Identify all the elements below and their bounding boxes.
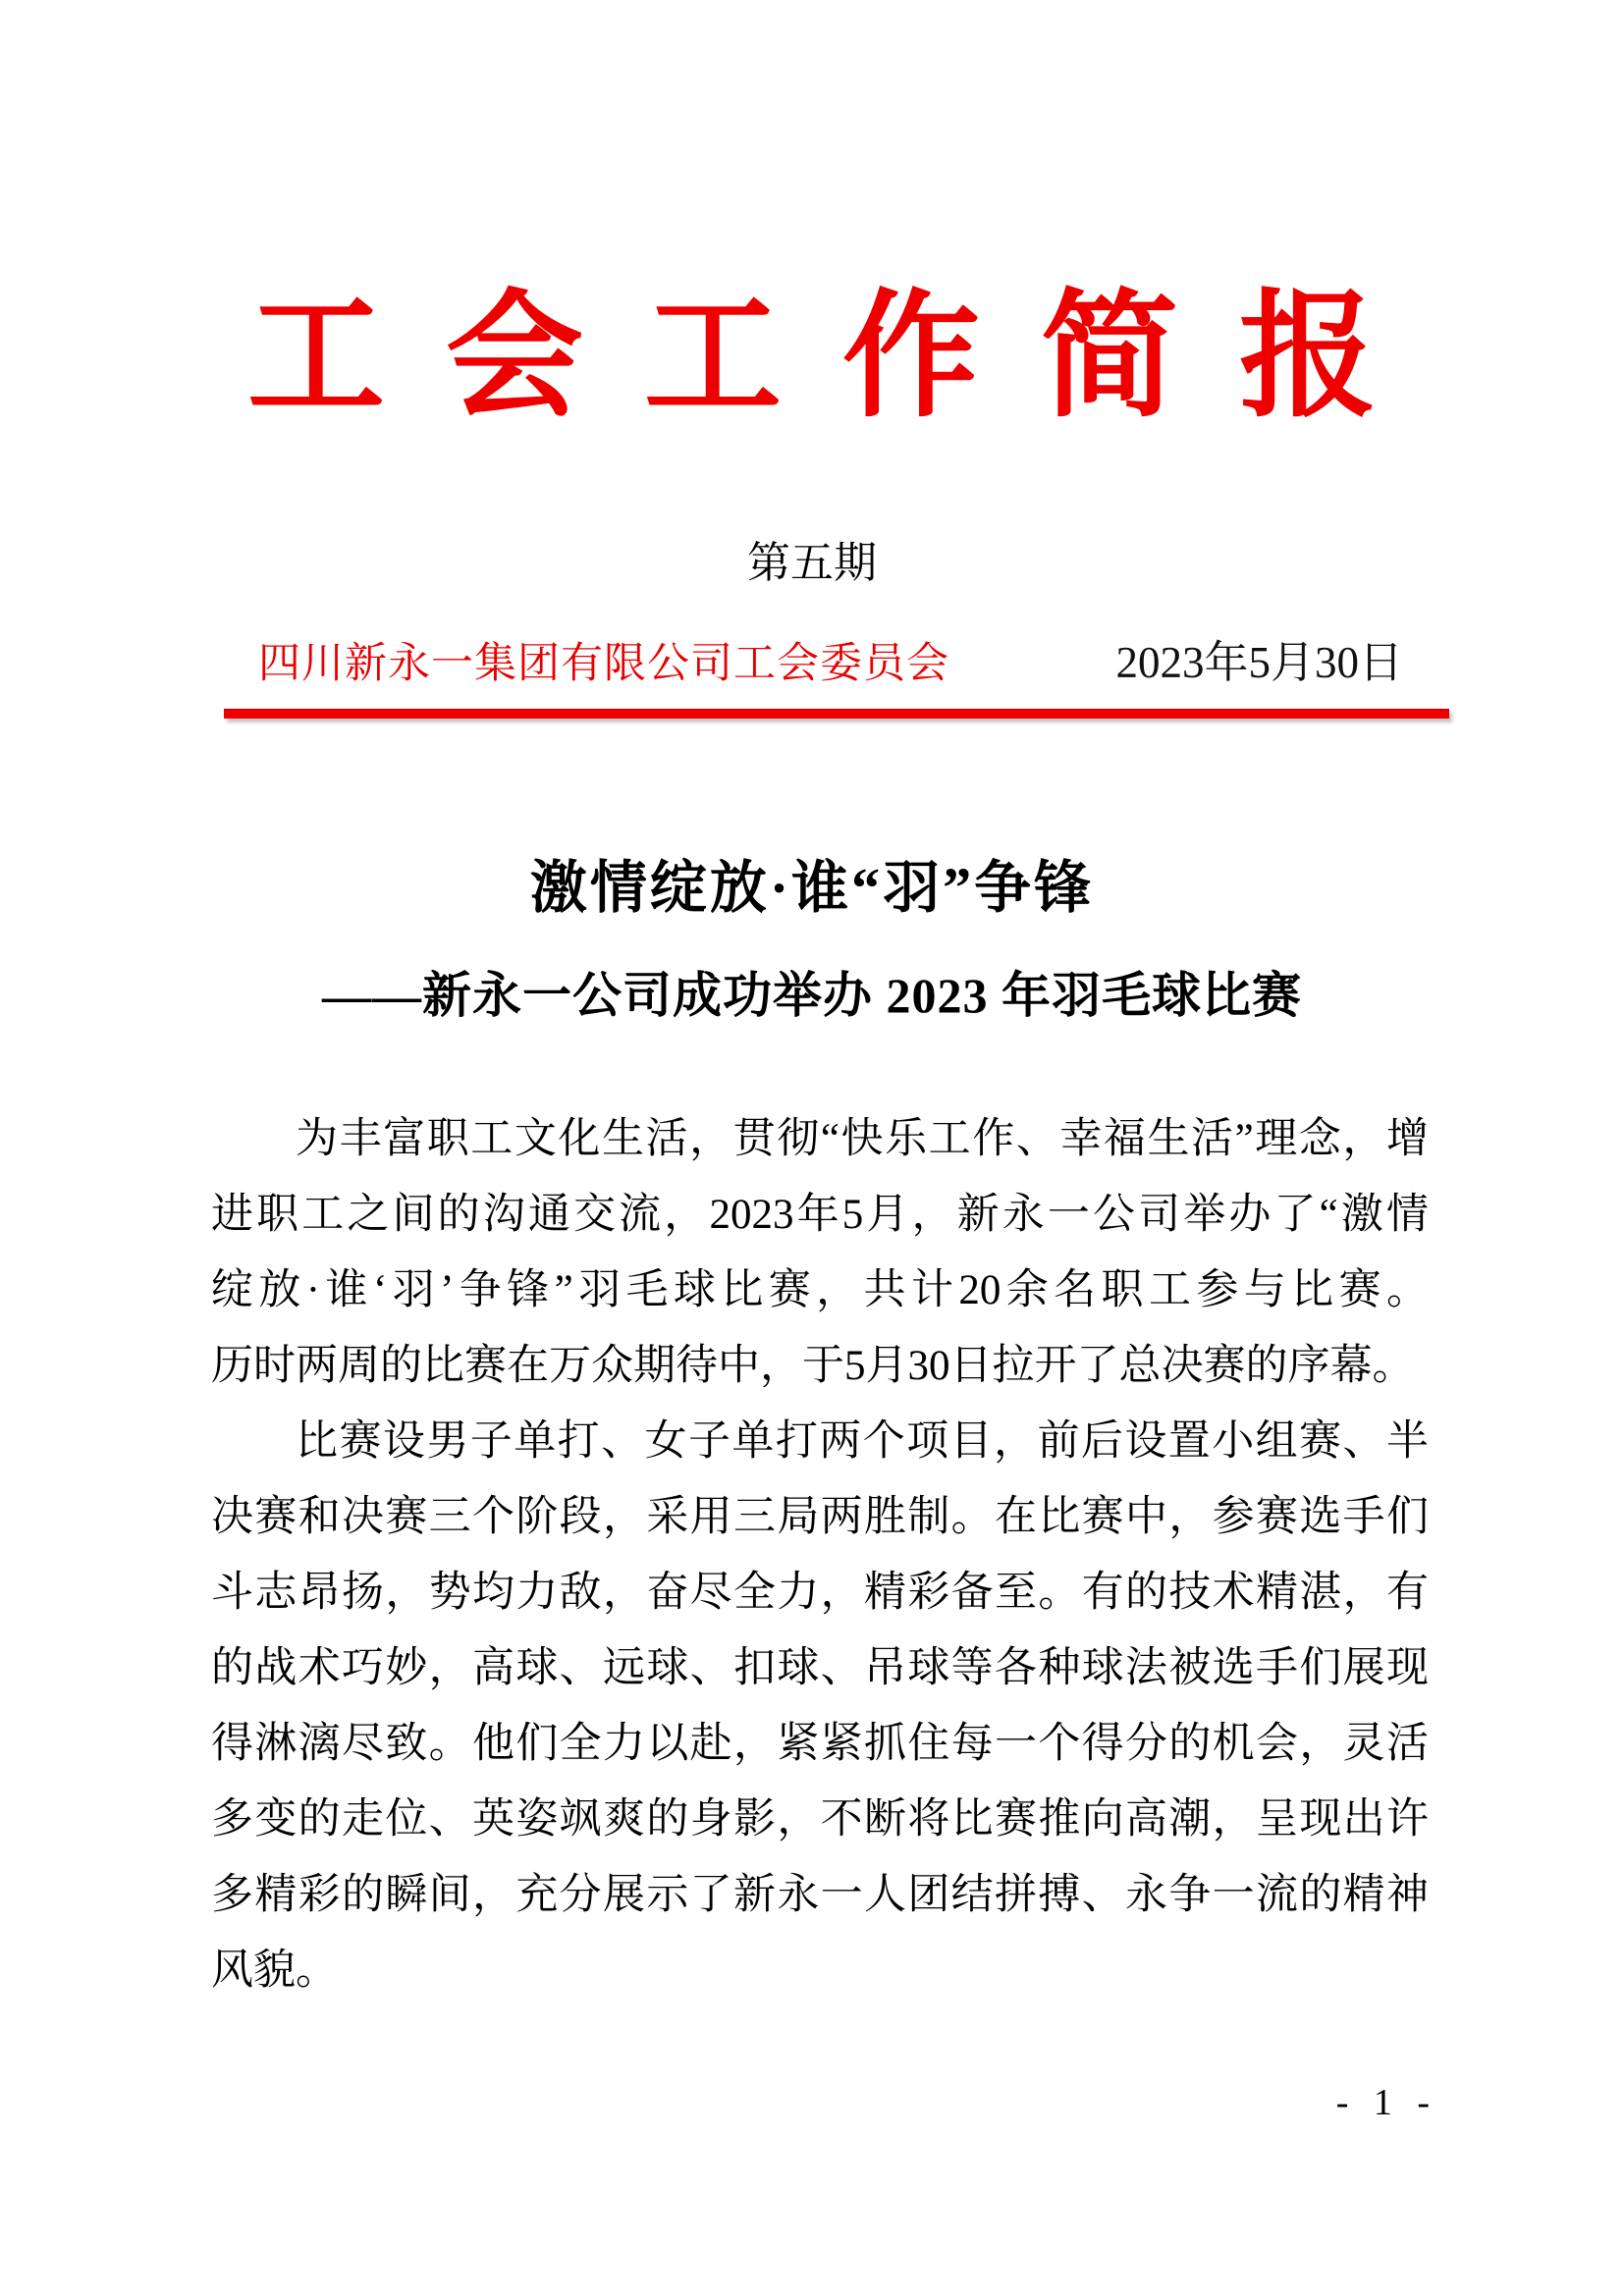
- article-title: 激情绽放·谁“羽”争锋: [529, 856, 1095, 920]
- issue-date: 2023年5月30日: [1115, 638, 1403, 687]
- body-line: 风貌。: [211, 1948, 338, 1994]
- issue-number: 第五期: [747, 539, 877, 587]
- body-line: 进职工之间的沟通交流，2023年5月，新永一公司举办了“激情: [211, 1192, 1429, 1238]
- body-line: 为丰富职工文化生活，贯彻“快乐工作、幸福生活”理念，增: [296, 1116, 1429, 1162]
- body-line: 斗志昂扬，势均力敌，奋尽全力，精彩备至。有的技术精湛，有: [211, 1570, 1429, 1616]
- article-subtitle: ——新永一公司成功举办 2023 年羽毛球比赛: [322, 968, 1302, 1023]
- body-line: 得淋漓尽致。他们全力以赴，紧紧抓住每一个得分的机会，灵活: [211, 1721, 1429, 1767]
- body-line: 多精彩的瞬间，充分展示了新永一人团结拼搏、永争一流的精神: [211, 1872, 1429, 1918]
- paragraph: [211, 1101, 1429, 1404]
- article-body: [211, 1101, 1429, 2008]
- page-number: - 1 -: [1335, 2082, 1437, 2123]
- body-line: 多变的走位、英姿飒爽的身影，不断将比赛推向高潮，呈现出许: [211, 1796, 1429, 1842]
- paragraph: [211, 1404, 1429, 2008]
- body-line: 历时两周的比赛在万众期待中，于5月30日拉开了总决赛的序幕。: [211, 1343, 1415, 1389]
- body-line: 绽放·谁‘羽’争锋”羽毛球比赛，共计20余名职工参与比赛。: [211, 1267, 1429, 1313]
- masthead-divider-rule: [224, 709, 1449, 719]
- body-line: 比赛设男子单打、女子单打两个项目，前后设置小组赛、半: [296, 1418, 1429, 1465]
- masthead-title: 工会工作简报: [246, 282, 1437, 434]
- body-line: 的战术巧妙，高球、远球、扣球、吊球等各种球法被选手们展现: [211, 1645, 1429, 1691]
- organization-name: 四川新永一集团有限公司工会委员会: [258, 641, 949, 687]
- meta-row: [211, 633, 1429, 694]
- body-line: 决赛和决赛三个阶段，采用三局两胜制。在比赛中，参赛选手们: [211, 1494, 1429, 1540]
